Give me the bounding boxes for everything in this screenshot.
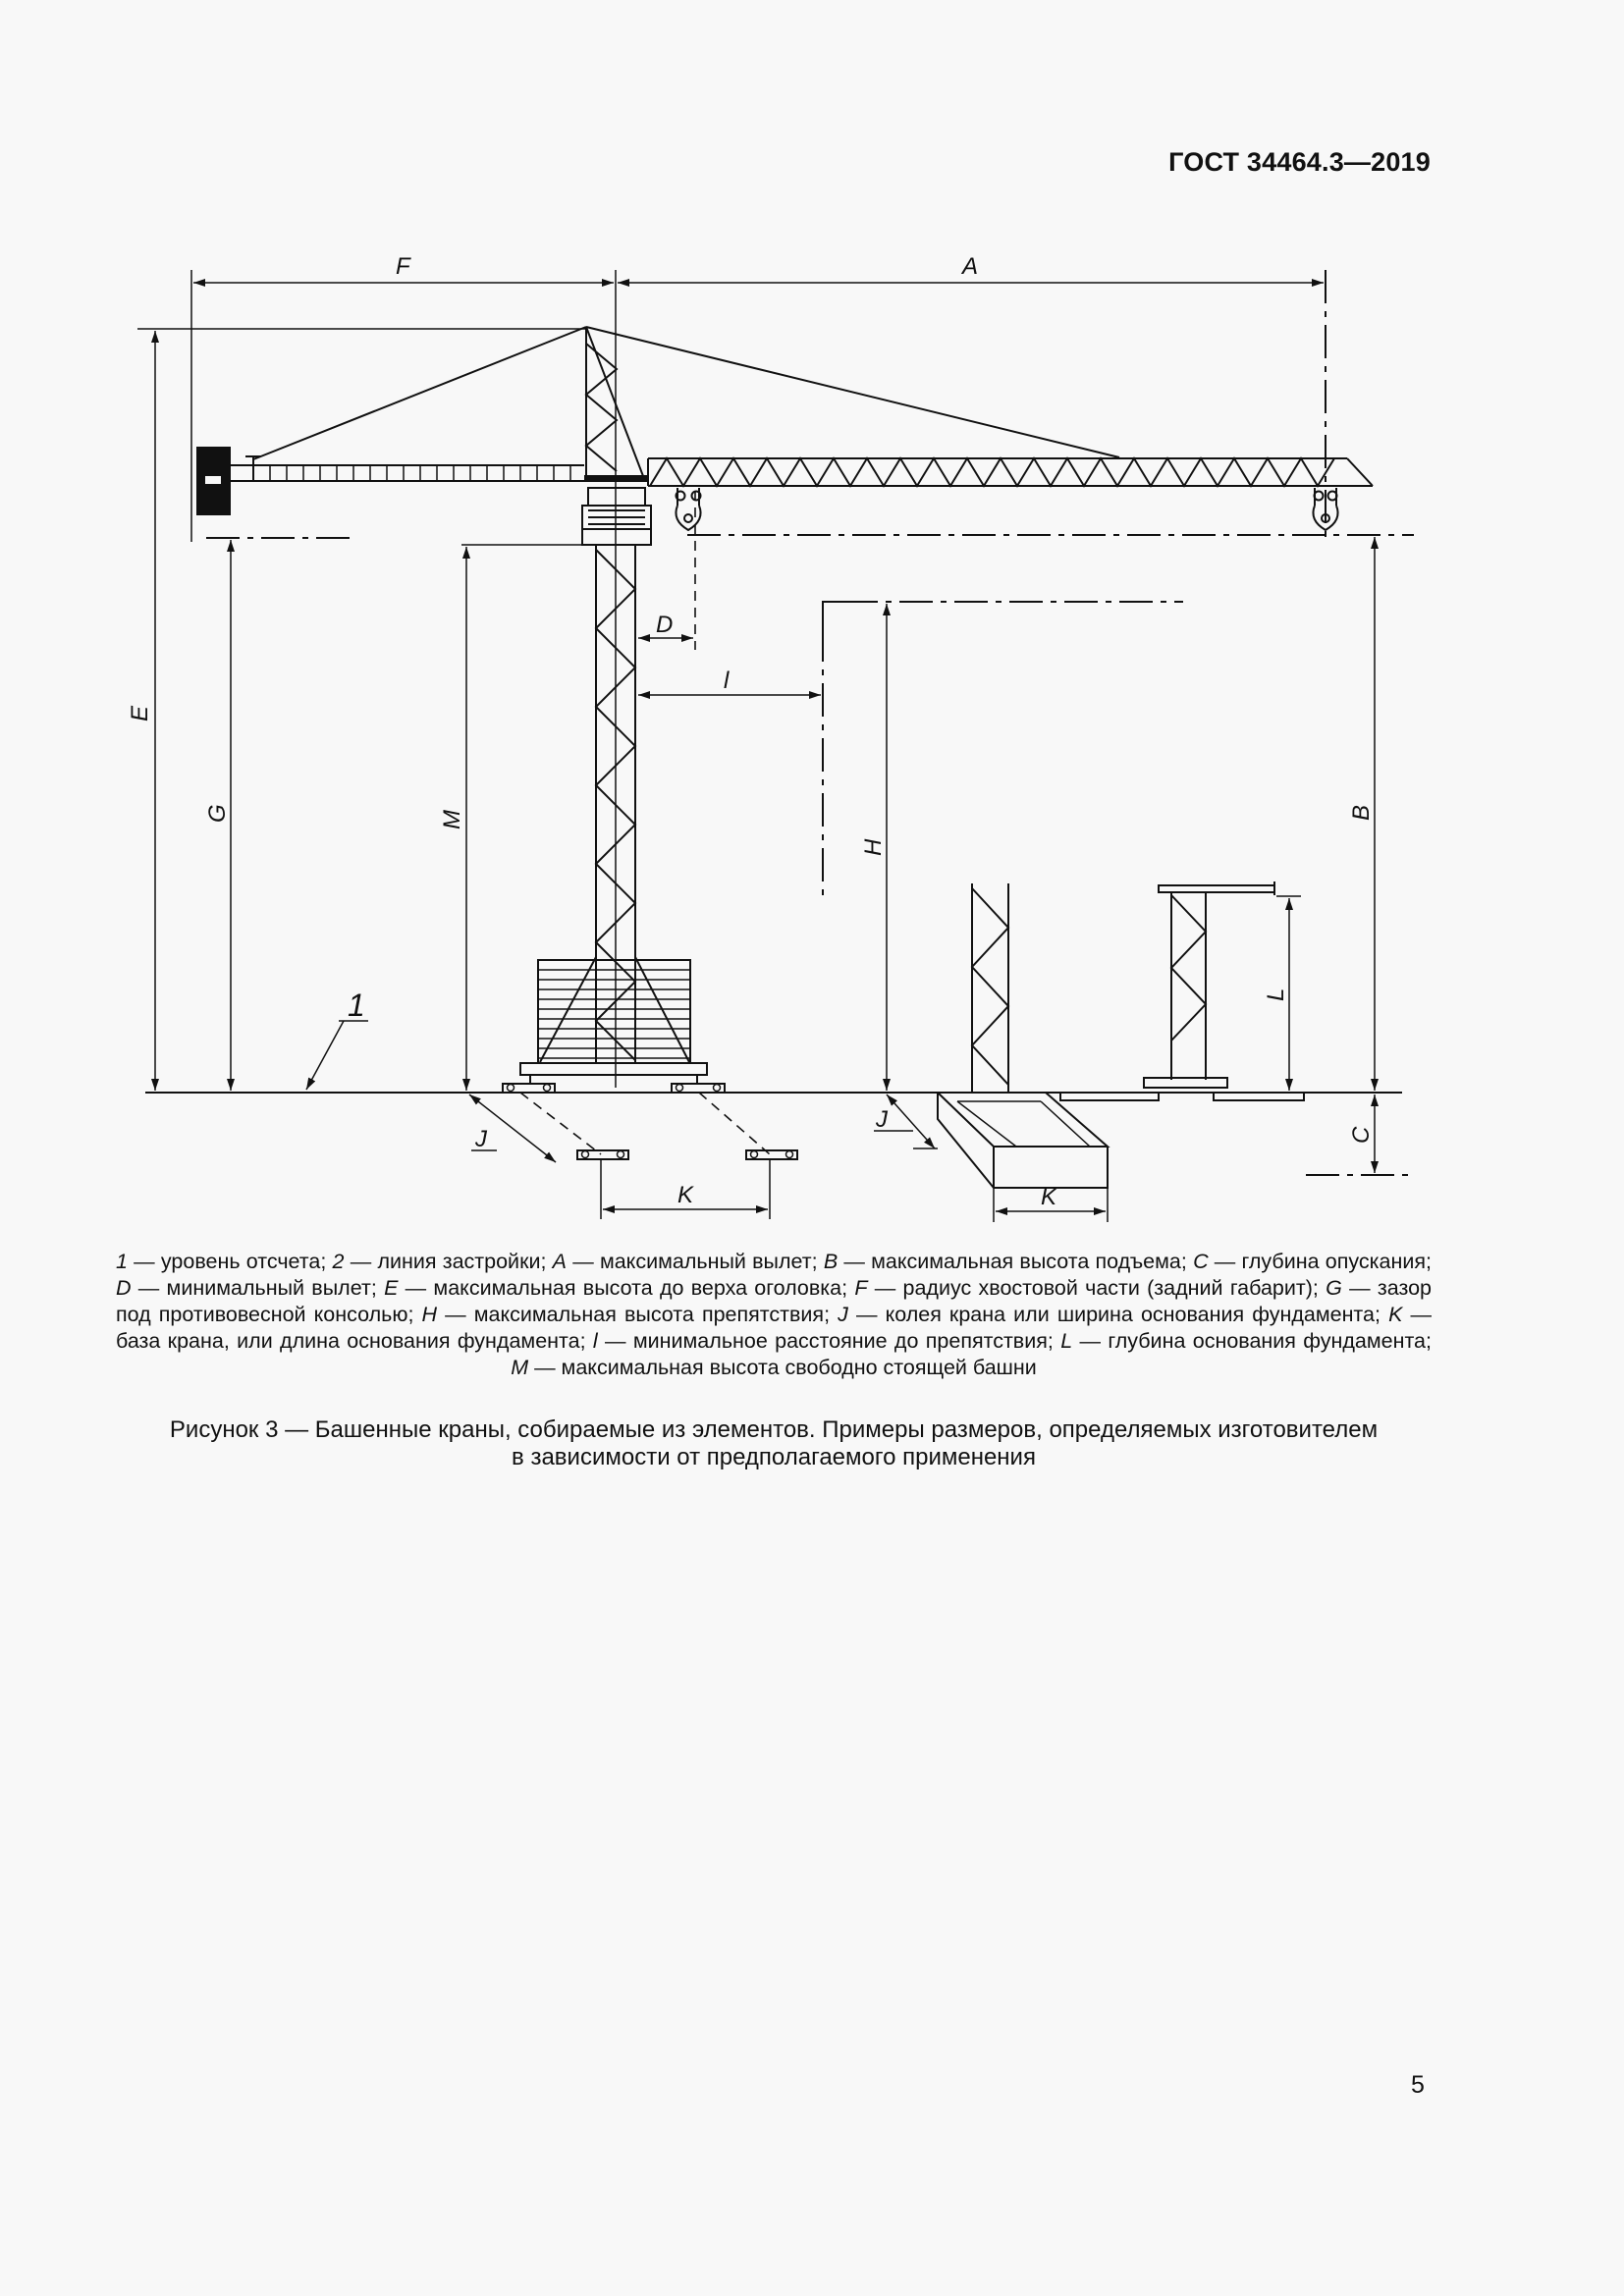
label-D: D xyxy=(656,612,674,638)
legend-term: D xyxy=(116,1276,132,1300)
dimension-L xyxy=(1263,896,1301,1091)
jib-lattice xyxy=(650,458,1334,486)
ballast-blocks xyxy=(538,970,690,1058)
obstacle-outline xyxy=(823,602,1183,903)
legend-description: — радиус хвостовой части (задний габарит); xyxy=(867,1276,1326,1300)
figure-caption xyxy=(116,1416,1432,1471)
document-id: ГОСТ 34464.3—2019 xyxy=(1168,147,1431,177)
main-tower-crane xyxy=(196,327,1373,1159)
legend-term: L xyxy=(1060,1329,1073,1353)
trolley-min-reach xyxy=(676,488,700,530)
label-l: l xyxy=(724,667,730,694)
legend-term: A xyxy=(552,1250,568,1273)
dimension-C xyxy=(1306,1095,1414,1175)
label-J-foundation: J xyxy=(876,1106,888,1133)
dimension-J-main xyxy=(469,1095,556,1162)
legend-description: — колея крана или ширина основания фундамента; xyxy=(847,1303,1389,1326)
dimension-K-foundation xyxy=(994,1184,1108,1222)
legend-description: — максимальный вылет; xyxy=(567,1250,824,1273)
legend-term: H xyxy=(421,1303,438,1326)
dimension-F xyxy=(191,253,614,542)
legend-term: 2 xyxy=(332,1250,345,1273)
dimension-A xyxy=(616,253,1326,1088)
legend-term: G xyxy=(1326,1276,1342,1300)
label-C: C xyxy=(1348,1126,1375,1144)
legend-description: — линия застройки; xyxy=(344,1250,553,1273)
legend-description: — глубина опускания; xyxy=(1208,1250,1432,1273)
label-G: G xyxy=(204,804,231,823)
legend-description: — максимальная высота до верха оголовка; xyxy=(398,1276,855,1300)
label-L: L xyxy=(1263,988,1289,1001)
caption-line-2: в зависимости от предполагаемого применения xyxy=(512,1444,1036,1470)
dimension-E xyxy=(127,329,586,1091)
label-1: 1 xyxy=(348,988,365,1023)
label-M: M xyxy=(439,810,465,829)
dimension-B xyxy=(687,535,1414,1091)
dimension-K-main xyxy=(601,1159,770,1219)
dimension-H xyxy=(860,604,887,1091)
legend-description: — минимальное расстояние до препятствия; xyxy=(597,1329,1061,1353)
legend-term: K xyxy=(1388,1303,1403,1326)
label-J: J xyxy=(475,1126,487,1152)
dimension-G xyxy=(204,538,352,1091)
legend-description: — уровень отсчета; xyxy=(127,1250,333,1273)
label-H: H xyxy=(860,838,887,856)
foundation-crane-mast-lattice xyxy=(972,888,1008,1085)
climbing-crane-mast-lattice xyxy=(1171,895,1206,1041)
legend-description: — минимальный вылет; xyxy=(131,1276,385,1300)
legend-term: E xyxy=(384,1276,399,1300)
legend-term: M xyxy=(511,1356,529,1379)
label-K-foundation: K xyxy=(1041,1184,1057,1210)
dimension-J-foundation xyxy=(874,1095,938,1148)
figure-legend xyxy=(116,1249,1432,1381)
dimension-l xyxy=(638,667,821,695)
label-E: E xyxy=(127,705,153,721)
tower-head-lattice xyxy=(586,344,617,471)
label-F: F xyxy=(396,253,410,280)
legend-term: l xyxy=(592,1329,598,1353)
legend-term: C xyxy=(1193,1250,1209,1273)
legend-term: J xyxy=(838,1303,848,1326)
callout-reference-level xyxy=(306,988,368,1090)
legend-description: — база крана, или длина основания фундамента; xyxy=(116,1303,1432,1353)
legend-description: — максимальная высота подъема; xyxy=(838,1250,1194,1273)
label-A: A xyxy=(962,253,979,280)
legend-description: — максимальная высота препятствия; xyxy=(437,1303,839,1326)
legend-description: — глубина основания фундамента; xyxy=(1072,1329,1432,1353)
label-B: B xyxy=(1348,804,1375,821)
legend-description: — зазор под противовесной консолью; xyxy=(116,1276,1432,1326)
counter-jib-lattice xyxy=(270,465,570,481)
label-K: K xyxy=(677,1182,694,1208)
legend-description: — максимальная высота свободно стоящей башни xyxy=(528,1356,1037,1379)
legend-term: F xyxy=(854,1276,868,1300)
legend-term: B xyxy=(823,1250,839,1273)
page-number: 5 xyxy=(1411,2071,1425,2099)
legend-term: 1 xyxy=(116,1250,128,1273)
caption-line-1: Рисунок 3 — Башенные краны, собираемые из элементов. Примеры размеров, определяемых изготовителем xyxy=(169,1416,1379,1443)
crane-on-foundation xyxy=(938,883,1108,1188)
